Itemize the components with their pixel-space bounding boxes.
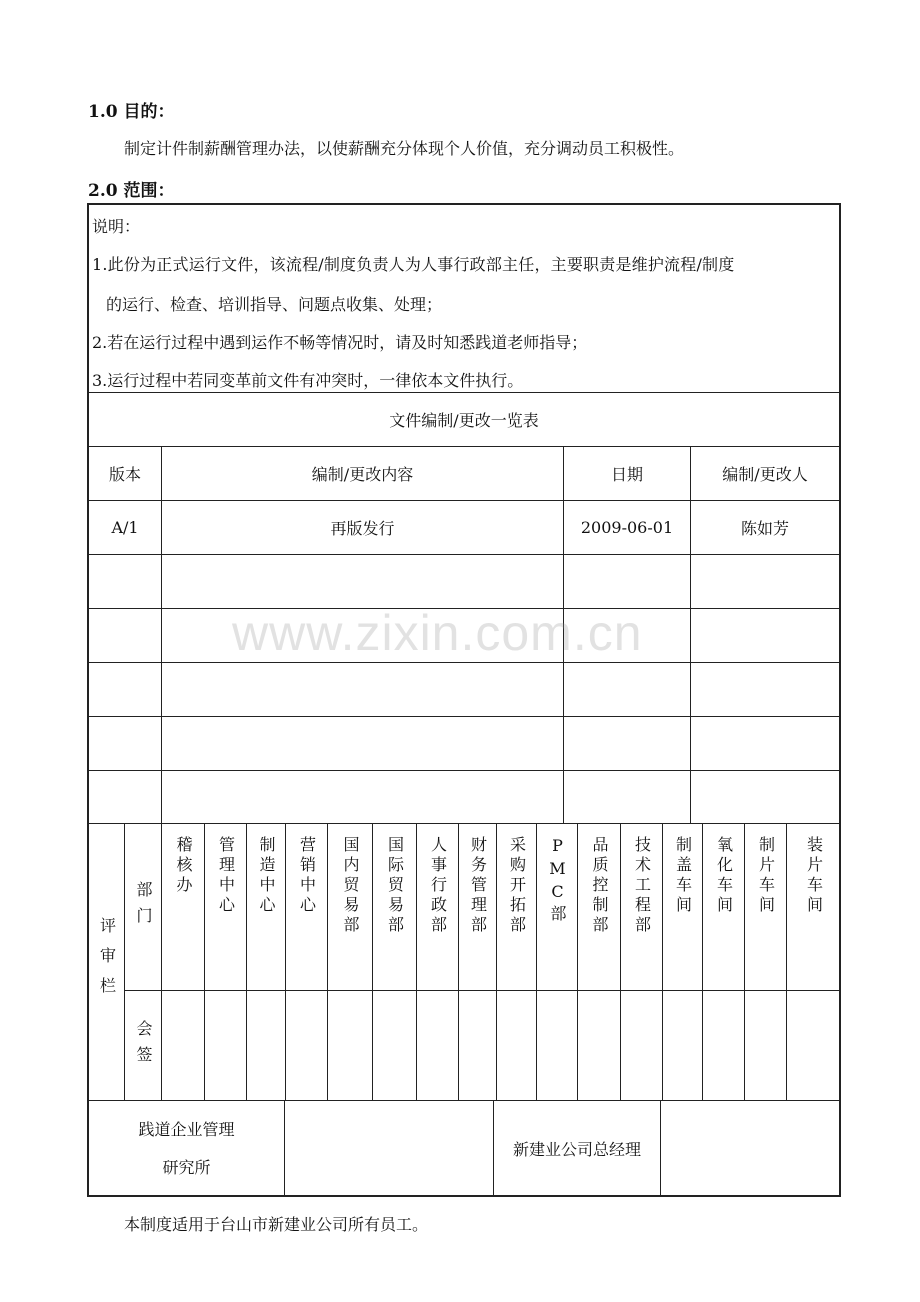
- signature-cell[interactable]: [662, 990, 703, 1101]
- empty-cell: [563, 716, 691, 771]
- empty-cell: [88, 716, 162, 771]
- empty-cell: [563, 770, 691, 824]
- department-cell: [416, 823, 459, 991]
- approval-right-sign: [660, 1100, 840, 1197]
- empty-cell: [690, 716, 840, 771]
- department-cell: [744, 823, 787, 991]
- department-name: 制片车间: [756, 836, 776, 916]
- note-item-3: 3.运行过程中若同变革前文件有冲突时，一律依本文件执行。: [92, 371, 524, 390]
- signature-cell[interactable]: [786, 990, 841, 1101]
- department-name: 财务管理部: [468, 836, 488, 936]
- empty-cell: [161, 554, 564, 609]
- department-cell: [496, 823, 537, 991]
- dept-label-cell: [124, 823, 162, 991]
- department-name: 营销中心: [297, 836, 317, 916]
- empty-cell: [88, 554, 162, 609]
- empty-cell: [161, 662, 564, 717]
- department-cell: [458, 823, 497, 991]
- department-cell: [372, 823, 417, 991]
- empty-cell: [88, 770, 162, 824]
- signature-cell[interactable]: [204, 990, 247, 1101]
- approval-right-label: [493, 1100, 661, 1197]
- department-cell: [285, 823, 328, 991]
- note-item-2: 2.若在运行过程中遇到运作不畅等情况时，请及时知悉践道老师指导；: [92, 333, 588, 352]
- change-log-title: [88, 392, 840, 447]
- department-name: 管理中心: [216, 836, 236, 916]
- scope-heading: 2.0 范围：: [88, 181, 175, 201]
- signature-cell[interactable]: [702, 990, 745, 1101]
- table-row-date: [563, 500, 691, 555]
- table-row-editor: [690, 500, 840, 555]
- header-version-text: 版本: [108, 465, 141, 484]
- department-name: PMC部: [548, 836, 567, 925]
- empty-cell: [161, 770, 564, 824]
- signature-cell[interactable]: [536, 990, 578, 1101]
- header-content-text: 编制/更改内容: [311, 465, 414, 484]
- department-name: 制盖车间: [673, 836, 693, 916]
- footer-text: 本制度适用于台山市新建业公司所有员工。: [124, 1215, 429, 1234]
- signature-cell[interactable]: [744, 990, 787, 1101]
- signature-cell[interactable]: [372, 990, 417, 1101]
- empty-cell: [88, 608, 162, 663]
- empty-cell: [690, 554, 840, 609]
- header-date-text: 日期: [610, 465, 643, 484]
- header-editor: [690, 446, 840, 501]
- department-cell: [786, 823, 841, 991]
- department-name: 制造中心: [257, 836, 276, 916]
- header-content: [161, 446, 564, 501]
- table-row-content: [161, 500, 564, 555]
- department-name: 品质控制部: [590, 836, 609, 936]
- header-date: [563, 446, 691, 501]
- signature-cell[interactable]: [246, 990, 286, 1101]
- approval-left-sign: [284, 1100, 494, 1197]
- approval-right-text: 新建业公司总经理: [512, 1140, 641, 1159]
- department-cell: [577, 823, 621, 991]
- department-cell: [161, 823, 205, 991]
- signature-cell[interactable]: [416, 990, 459, 1101]
- header-editor-text: 编制/更改人: [722, 465, 808, 484]
- empty-cell: [690, 770, 840, 824]
- department-name: 技术工程部: [632, 836, 652, 936]
- department-cell: [620, 823, 663, 991]
- cell-version: A/1: [111, 518, 139, 537]
- department-cell: [702, 823, 745, 991]
- department-name: 人事行政部: [428, 836, 448, 936]
- approval-left-label: [88, 1100, 285, 1197]
- review-label: 评审栏: [97, 917, 117, 1007]
- empty-cell: [161, 716, 564, 771]
- signature-cell[interactable]: [577, 990, 621, 1101]
- department-cell: [246, 823, 286, 991]
- note-item-1-cont: 的运行、检查、培训指导、问题点收集、处理；: [106, 295, 443, 314]
- cell-content: 再版发行: [330, 519, 395, 538]
- sign-label-cell: [124, 990, 162, 1101]
- cell-date: 2009-06-01: [580, 518, 674, 537]
- signature-cell[interactable]: [620, 990, 663, 1101]
- empty-cell: [690, 662, 840, 717]
- department-name: 装片车间: [804, 836, 824, 916]
- department-name: 国际贸易部: [385, 836, 405, 936]
- signature-cell[interactable]: [496, 990, 537, 1101]
- department-name: 稽核办: [174, 836, 193, 896]
- department-cell: [662, 823, 703, 991]
- signature-cell[interactable]: [161, 990, 205, 1101]
- review-label-cell: [88, 823, 125, 1101]
- watermark: www.zixin.com.cn: [232, 605, 643, 661]
- department-cell: [204, 823, 247, 991]
- approval-left-line1: 践道企业管理: [138, 1119, 235, 1139]
- empty-cell: [563, 554, 691, 609]
- dept-label: 部门: [134, 881, 153, 933]
- change-log-title-text: 文件编制/更改一览表: [389, 411, 539, 430]
- empty-cell: [690, 608, 840, 663]
- department-name: 采购开拓部: [507, 836, 527, 936]
- note-item-1: 1.此份为正式运行文件，该流程/制度负责人为人事行政部主任，主要职责是维护流程/制度: [92, 255, 735, 274]
- empty-cell: [88, 662, 162, 717]
- sign-label: 会签: [134, 1019, 153, 1072]
- table-row-version: [88, 500, 162, 555]
- department-name: 国内贸易部: [341, 836, 360, 936]
- department-cell: [536, 823, 578, 991]
- empty-cell: [563, 662, 691, 717]
- header-version: [88, 446, 162, 501]
- notes-label: 说明：: [92, 217, 141, 236]
- purpose-text: 制定计件制薪酬管理办法，以使薪酬充分体现个人价值，充分调动员工积极性。: [124, 139, 685, 158]
- approval-left-line2: 研究所: [162, 1157, 211, 1177]
- signature-cell[interactable]: [327, 990, 373, 1101]
- cell-editor: 陈如芳: [740, 519, 789, 538]
- department-name: 氧化车间: [714, 836, 734, 916]
- department-cell: [327, 823, 373, 991]
- signature-cell[interactable]: [285, 990, 328, 1101]
- purpose-heading: 1.0 目的：: [88, 102, 175, 122]
- signature-cell[interactable]: [458, 990, 497, 1101]
